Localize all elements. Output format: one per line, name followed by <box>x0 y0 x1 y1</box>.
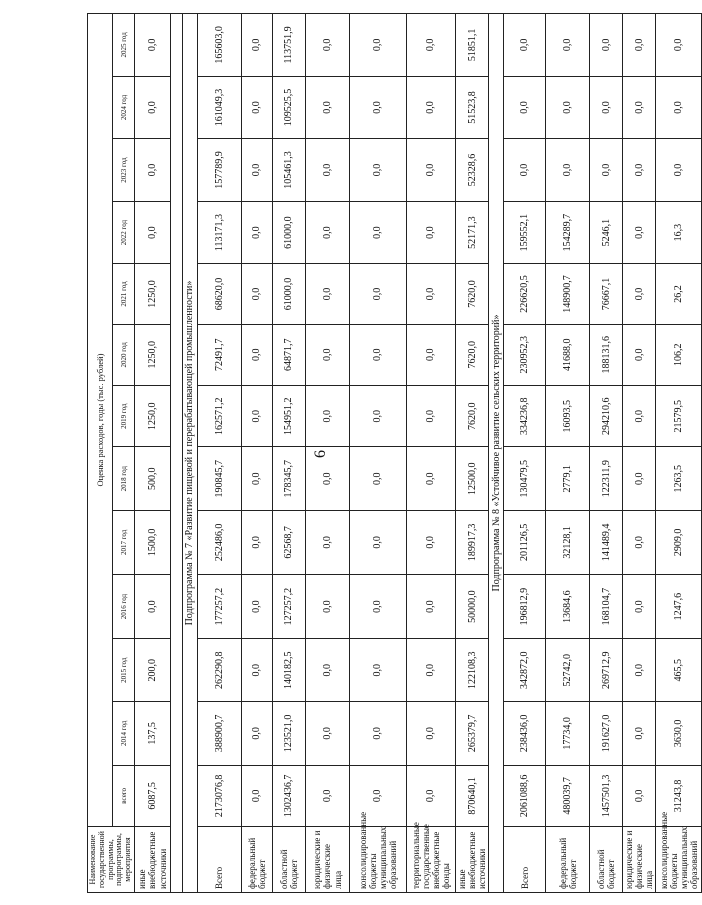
year-value-cell: 159552,1 <box>504 201 546 264</box>
column-header-year: 2018 год <box>113 447 135 511</box>
year-value-cell: 465,5 <box>656 639 702 702</box>
funding-source-label: юридические и физические лица <box>623 827 656 893</box>
total-value-cell: 0,0 <box>305 765 349 826</box>
total-value-cell: 0,0 <box>241 765 272 826</box>
year-value-cell: 200,0 <box>134 639 170 702</box>
funding-source-label: Всего <box>504 827 546 893</box>
section-row <box>182 14 197 893</box>
year-value-cell: 0,0 <box>305 447 349 511</box>
year-value-cell: 0,0 <box>241 639 272 702</box>
year-value-cell: 0,0 <box>623 76 656 139</box>
year-value-cell: 0,0 <box>623 324 656 385</box>
year-value-cell: 0,0 <box>406 639 455 702</box>
year-value-cell: 178345,7 <box>272 447 305 511</box>
year-value-cell: 0,0 <box>241 447 272 511</box>
year-value-cell: 165603,0 <box>197 14 241 77</box>
year-value-cell: 26,2 <box>656 264 702 324</box>
year-value-cell: 161049,3 <box>197 76 241 139</box>
year-value-cell: 0,0 <box>623 447 656 511</box>
year-value-cell: 157789,9 <box>197 139 241 202</box>
year-value-cell: 0,0 <box>406 511 455 575</box>
year-value-cell: 0,0 <box>134 574 170 639</box>
year-value-cell: 154951,2 <box>272 385 305 446</box>
total-value-cell: 0,0 <box>406 765 455 826</box>
year-value-cell: 388900,7 <box>197 702 241 766</box>
year-value-cell: 0,0 <box>406 201 455 264</box>
year-value-cell: 0,0 <box>656 76 702 139</box>
total-value-cell: 480039,7 <box>546 765 590 826</box>
table-row <box>349 14 406 893</box>
year-value-cell: 64871,7 <box>272 324 305 385</box>
year-value-cell: 196812,9 <box>504 574 546 639</box>
year-value-cell: 0,0 <box>241 139 272 202</box>
year-value-cell: 500,0 <box>134 447 170 511</box>
funding-source-label: территориальные государственные внебюджетные фонды <box>406 827 455 893</box>
year-value-cell: 0,0 <box>305 76 349 139</box>
year-value-cell: 190845,7 <box>197 447 241 511</box>
funding-source-label: федеральный бюджет <box>241 827 272 893</box>
page-number: 6 <box>312 450 329 458</box>
year-value-cell: 0,0 <box>305 324 349 385</box>
year-value-cell: 130479,5 <box>504 447 546 511</box>
column-header-year: 2023 год <box>113 139 135 202</box>
year-value-cell: 141489,4 <box>590 511 623 575</box>
spacer-row <box>170 14 182 893</box>
year-value-cell: 122108,3 <box>455 639 488 702</box>
year-value-cell: 0,0 <box>349 264 406 324</box>
year-value-cell: 1263,5 <box>656 447 702 511</box>
year-value-cell: 252486,0 <box>197 511 241 575</box>
year-value-cell: 0,0 <box>546 139 590 202</box>
year-value-cell: 1250,0 <box>134 324 170 385</box>
table-row <box>305 14 349 893</box>
year-value-cell: 0,0 <box>623 702 656 766</box>
year-value-cell: 1250,0 <box>134 264 170 324</box>
rotated-table-container <box>87 13 700 893</box>
year-value-cell: 0,0 <box>241 511 272 575</box>
table-body <box>134 14 701 893</box>
year-value-cell: 162571,2 <box>197 385 241 446</box>
year-value-cell: 41688,0 <box>546 324 590 385</box>
column-header-year: 2014 год <box>113 702 135 766</box>
year-value-cell: 0,0 <box>134 139 170 202</box>
column-header-year: 2019 год <box>113 385 135 446</box>
header-row-group <box>88 14 113 893</box>
year-value-cell: 0,0 <box>305 201 349 264</box>
total-value-cell: 31243,8 <box>656 765 702 826</box>
year-value-cell: 3630,0 <box>656 702 702 766</box>
funding-source-label: иные внебюджетные источники <box>455 827 488 893</box>
year-value-cell: 0,0 <box>305 14 349 77</box>
year-value-cell: 0,0 <box>241 264 272 324</box>
year-value-cell: 177257,2 <box>197 574 241 639</box>
section-row <box>489 14 504 893</box>
year-value-cell: 16,3 <box>656 201 702 264</box>
column-header-year: 2015 год <box>113 639 135 702</box>
year-value-cell: 21579,5 <box>656 385 702 446</box>
total-value-cell: 2173076,8 <box>197 765 241 826</box>
year-value-cell: 0,0 <box>623 139 656 202</box>
year-value-cell: 0,0 <box>134 201 170 264</box>
subprogram-title: Подпрограмма № 7 «Развитие пищевой и перерабатывающей промышленности» <box>182 14 197 893</box>
year-value-cell: 0,0 <box>590 14 623 77</box>
year-value-cell: 148900,7 <box>546 264 590 324</box>
column-header-year: 2025 год <box>113 14 135 77</box>
year-value-cell: 0,0 <box>504 76 546 139</box>
year-value-cell: 0,0 <box>656 14 702 77</box>
total-value-cell: 1457501,3 <box>590 765 623 826</box>
year-value-cell: 168104,7 <box>590 574 623 639</box>
year-value-cell: 201126,5 <box>504 511 546 575</box>
year-value-cell: 0,0 <box>349 14 406 77</box>
year-value-cell: 1247,6 <box>656 574 702 639</box>
year-value-cell: 52742,0 <box>546 639 590 702</box>
year-value-cell: 0,0 <box>504 139 546 202</box>
year-value-cell: 0,0 <box>241 76 272 139</box>
year-value-cell: 154289,7 <box>546 201 590 264</box>
expenditure-table <box>87 13 702 893</box>
year-value-cell: 0,0 <box>241 14 272 77</box>
table-row <box>406 14 455 893</box>
year-value-cell: 188131,6 <box>590 324 623 385</box>
year-value-cell: 7620,0 <box>455 264 488 324</box>
year-value-cell: 226620,5 <box>504 264 546 324</box>
funding-source-label: Всего <box>197 827 241 893</box>
year-value-cell: 7620,0 <box>455 324 488 385</box>
year-value-cell: 0,0 <box>241 574 272 639</box>
year-value-cell: 1500,0 <box>134 511 170 575</box>
year-value-cell: 0,0 <box>623 385 656 446</box>
year-value-cell: 265379,7 <box>455 702 488 766</box>
year-value-cell: 262290,8 <box>197 639 241 702</box>
year-value-cell: 0,0 <box>504 14 546 77</box>
year-value-cell: 0,0 <box>590 76 623 139</box>
total-value-cell: 870640,1 <box>455 765 488 826</box>
year-value-cell: 0,0 <box>241 385 272 446</box>
table-row <box>656 14 702 893</box>
table-row <box>197 14 241 893</box>
year-value-cell: 62568,7 <box>272 511 305 575</box>
total-value-cell: 2061088,6 <box>504 765 546 826</box>
year-value-cell: 0,0 <box>134 14 170 77</box>
year-value-cell: 0,0 <box>623 264 656 324</box>
year-value-cell: 13684,6 <box>546 574 590 639</box>
funding-source-label: областной бюджет <box>272 827 305 893</box>
year-value-cell: 76667,1 <box>590 264 623 324</box>
year-value-cell: 5246,1 <box>590 201 623 264</box>
year-value-cell: 17734,0 <box>546 702 590 766</box>
year-value-cell: 0,0 <box>406 385 455 446</box>
funding-source-label: консолидированные бюджеты муниципальных образований <box>349 827 406 893</box>
year-value-cell: 342872,0 <box>504 639 546 702</box>
year-value-cell: 0,0 <box>406 447 455 511</box>
column-header-year: 2017 год <box>113 511 135 575</box>
column-header-year: 2022 год <box>113 201 135 264</box>
column-header-year: 2020 год <box>113 324 135 385</box>
year-value-cell: 0,0 <box>241 702 272 766</box>
funding-source-label: областной бюджет <box>590 827 623 893</box>
year-value-cell: 0,0 <box>349 324 406 385</box>
year-value-cell: 2779,1 <box>546 447 590 511</box>
year-value-cell: 52171,3 <box>455 201 488 264</box>
year-value-cell: 109525,5 <box>272 76 305 139</box>
year-value-cell: 0,0 <box>349 511 406 575</box>
column-header-year: 2021 год <box>113 264 135 324</box>
year-value-cell: 1250,0 <box>134 385 170 446</box>
year-value-cell: 0,0 <box>546 14 590 77</box>
table-row <box>504 14 546 893</box>
year-value-cell: 127257,2 <box>272 574 305 639</box>
year-value-cell: 0,0 <box>406 14 455 77</box>
year-value-cell: 189917,3 <box>455 511 488 575</box>
year-value-cell: 0,0 <box>406 702 455 766</box>
year-value-cell: 51851,1 <box>455 14 488 77</box>
year-value-cell: 7620,0 <box>455 385 488 446</box>
year-value-cell: 0,0 <box>349 139 406 202</box>
table-row <box>241 14 272 893</box>
column-header-name: Наименование государственной программы, подпрограммы, мероприятия <box>88 827 135 893</box>
year-value-cell: 334236,8 <box>504 385 546 446</box>
year-value-cell: 0,0 <box>305 702 349 766</box>
year-value-cell: 0,0 <box>349 385 406 446</box>
column-header-year: 2024 год <box>113 76 135 139</box>
year-value-cell: 0,0 <box>305 639 349 702</box>
year-value-cell: 191627,0 <box>590 702 623 766</box>
year-value-cell: 0,0 <box>349 574 406 639</box>
total-value-cell: 0,0 <box>349 765 406 826</box>
year-value-cell: 0,0 <box>134 76 170 139</box>
year-value-cell: 32128,1 <box>546 511 590 575</box>
year-value-cell: 0,0 <box>623 14 656 77</box>
header-row-columns <box>113 14 135 893</box>
year-value-cell: 0,0 <box>349 201 406 264</box>
funding-source-label: консолидированные бюджеты муниципальных образований <box>656 827 702 893</box>
table-row <box>272 14 305 893</box>
year-value-cell: 0,0 <box>305 574 349 639</box>
column-header-total: всего <box>113 765 135 826</box>
year-value-cell: 140182,5 <box>272 639 305 702</box>
subprogram-title: Подпрограмма № 8 «Устойчивое развитие сельских территорий» <box>489 14 504 893</box>
year-value-cell: 61000,0 <box>272 201 305 264</box>
year-value-cell: 0,0 <box>305 139 349 202</box>
total-value-cell: 0,0 <box>623 765 656 826</box>
year-value-cell: 0,0 <box>406 139 455 202</box>
year-value-cell: 0,0 <box>349 702 406 766</box>
year-value-cell: 0,0 <box>406 264 455 324</box>
year-value-cell: 0,0 <box>241 201 272 264</box>
year-value-cell: 105461,3 <box>272 139 305 202</box>
year-value-cell: 230952,3 <box>504 324 546 385</box>
year-value-cell: 0,0 <box>546 76 590 139</box>
year-value-cell: 52328,6 <box>455 139 488 202</box>
year-value-cell: 122311,9 <box>590 447 623 511</box>
year-value-cell: 0,0 <box>241 324 272 385</box>
year-value-cell: 123521,0 <box>272 702 305 766</box>
year-value-cell: 0,0 <box>349 639 406 702</box>
column-header-year: 2016 год <box>113 574 135 639</box>
year-value-cell: 269712,9 <box>590 639 623 702</box>
year-value-cell: 0,0 <box>623 639 656 702</box>
year-value-cell: 0,0 <box>623 574 656 639</box>
year-value-cell: 113751,9 <box>272 14 305 77</box>
year-value-cell: 113171,3 <box>197 201 241 264</box>
year-value-cell: 0,0 <box>406 324 455 385</box>
year-value-cell: 50000,0 <box>455 574 488 639</box>
year-value-cell: 0,0 <box>305 385 349 446</box>
year-value-cell: 0,0 <box>590 139 623 202</box>
year-value-cell: 0,0 <box>349 76 406 139</box>
year-value-cell: 68620,0 <box>197 264 241 324</box>
total-value-cell: 6087,5 <box>134 765 170 826</box>
year-value-cell: 294210,6 <box>590 385 623 446</box>
table-row <box>546 14 590 893</box>
table-row <box>590 14 623 893</box>
table-row <box>134 14 170 893</box>
spacer-cell <box>170 14 182 893</box>
total-value-cell: 1302436,7 <box>272 765 305 826</box>
year-value-cell: 2909,0 <box>656 511 702 575</box>
year-value-cell: 0,0 <box>406 76 455 139</box>
year-value-cell: 0,0 <box>406 574 455 639</box>
column-group-header: Оценка расходов, годы (тыс. рублей) <box>88 14 113 827</box>
table-row <box>623 14 656 893</box>
year-value-cell: 0,0 <box>623 201 656 264</box>
year-value-cell: 238436,0 <box>504 702 546 766</box>
funding-source-label: федеральный бюджет <box>546 827 590 893</box>
funding-source-label: юридические и физические лица <box>305 827 349 893</box>
year-value-cell: 12500,0 <box>455 447 488 511</box>
year-value-cell: 0,0 <box>656 139 702 202</box>
year-value-cell: 106,2 <box>656 324 702 385</box>
year-value-cell: 51523,8 <box>455 76 488 139</box>
table-row <box>455 14 488 893</box>
year-value-cell: 61000,0 <box>272 264 305 324</box>
year-value-cell: 0,0 <box>305 511 349 575</box>
year-value-cell: 72491,7 <box>197 324 241 385</box>
year-value-cell: 0,0 <box>349 447 406 511</box>
funding-source-label: иные внебюджетные источники <box>134 827 170 893</box>
year-value-cell: 0,0 <box>305 264 349 324</box>
year-value-cell: 16093,5 <box>546 385 590 446</box>
year-value-cell: 0,0 <box>623 511 656 575</box>
year-value-cell: 137,5 <box>134 702 170 766</box>
